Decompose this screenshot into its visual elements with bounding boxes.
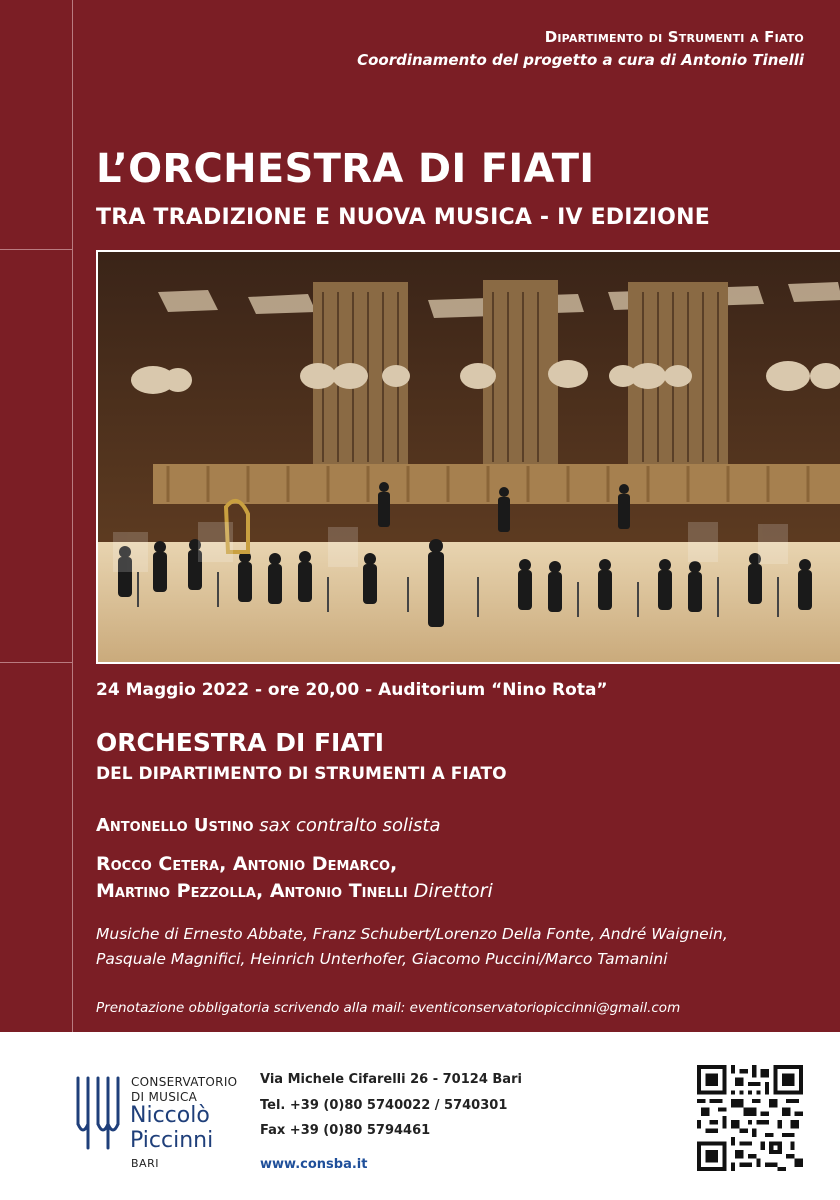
horizontal-divider-bottom: [0, 662, 72, 663]
vertical-divider: [72, 0, 73, 1032]
logo-name-2: Piccinni: [130, 1128, 214, 1153]
directors-line-2: [96, 880, 493, 902]
fax: Fax +39 (0)80 5794461: [260, 1123, 431, 1138]
directors-line-1: [96, 853, 397, 875]
event-date-line: 24 Maggio 2022 - ore 20,00 - Auditorium “Nino Rota”: [96, 680, 608, 700]
composers-line-1: Musiche di Ernesto Abbate, Franz Schubert/Lorenzo Della Fonte, André Waignein,: [96, 925, 728, 943]
ensemble-title: ORCHESTRA DI FIATI: [96, 728, 385, 757]
phone: Tel. +39 (0)80 5740022 / 5740301: [260, 1098, 508, 1113]
address: Via Michele Cifarelli 26 - 70124 Bari: [260, 1072, 522, 1087]
department-heading: Dipartimento di Strumenti a Fiato: [544, 28, 804, 46]
coordination-line: Coordinamento del progetto a cura di Antonio Tinelli: [357, 51, 804, 69]
logo-city: BARI: [131, 1157, 159, 1170]
organ-pipes-logo-icon: [74, 1074, 122, 1154]
orchestra-photo: [96, 250, 840, 664]
soloist-name: Antonello Ustino: [96, 815, 254, 836]
logo-line-1: CONSERVATORIO: [131, 1075, 238, 1089]
ensemble-subtitle: DEL DIPARTIMENTO DI STRUMENTI A FIATO: [96, 764, 507, 784]
directors-names-2: Martino Pezzolla, Antonio Tinelli: [96, 880, 408, 902]
logo-line-2: DI MUSICA: [131, 1090, 198, 1104]
booking-note[interactable]: Prenotazione obbligatoria scrivendo alla mail: eventiconservatoriopiccinni@gmail.com: [96, 1000, 681, 1016]
edition-subtitle: TRA TRADIZIONE E NUOVA MUSICA - IV EDIZIONE: [96, 205, 710, 230]
website-link[interactable]: www.consba.it: [260, 1157, 368, 1172]
composers-line-2: Pasquale Magnifici, Heinrich Unterhofer, Giacomo Puccini/Marco Tamanini: [96, 950, 668, 968]
directors-role: Direttori: [407, 880, 493, 902]
horizontal-divider-top: [0, 249, 72, 250]
main-title: L’ORCHESTRA DI FIATI: [96, 146, 595, 192]
concert-hall-illustration: [98, 252, 840, 664]
soloist-line: [96, 815, 441, 836]
qr-code-icon[interactable]: [697, 1065, 803, 1171]
logo-name-1: Niccolò: [130, 1103, 210, 1128]
directors-names-1: Rocco Cetera, Antonio Demarco,: [96, 853, 398, 875]
soloist-role: sax contralto solista: [253, 815, 441, 836]
